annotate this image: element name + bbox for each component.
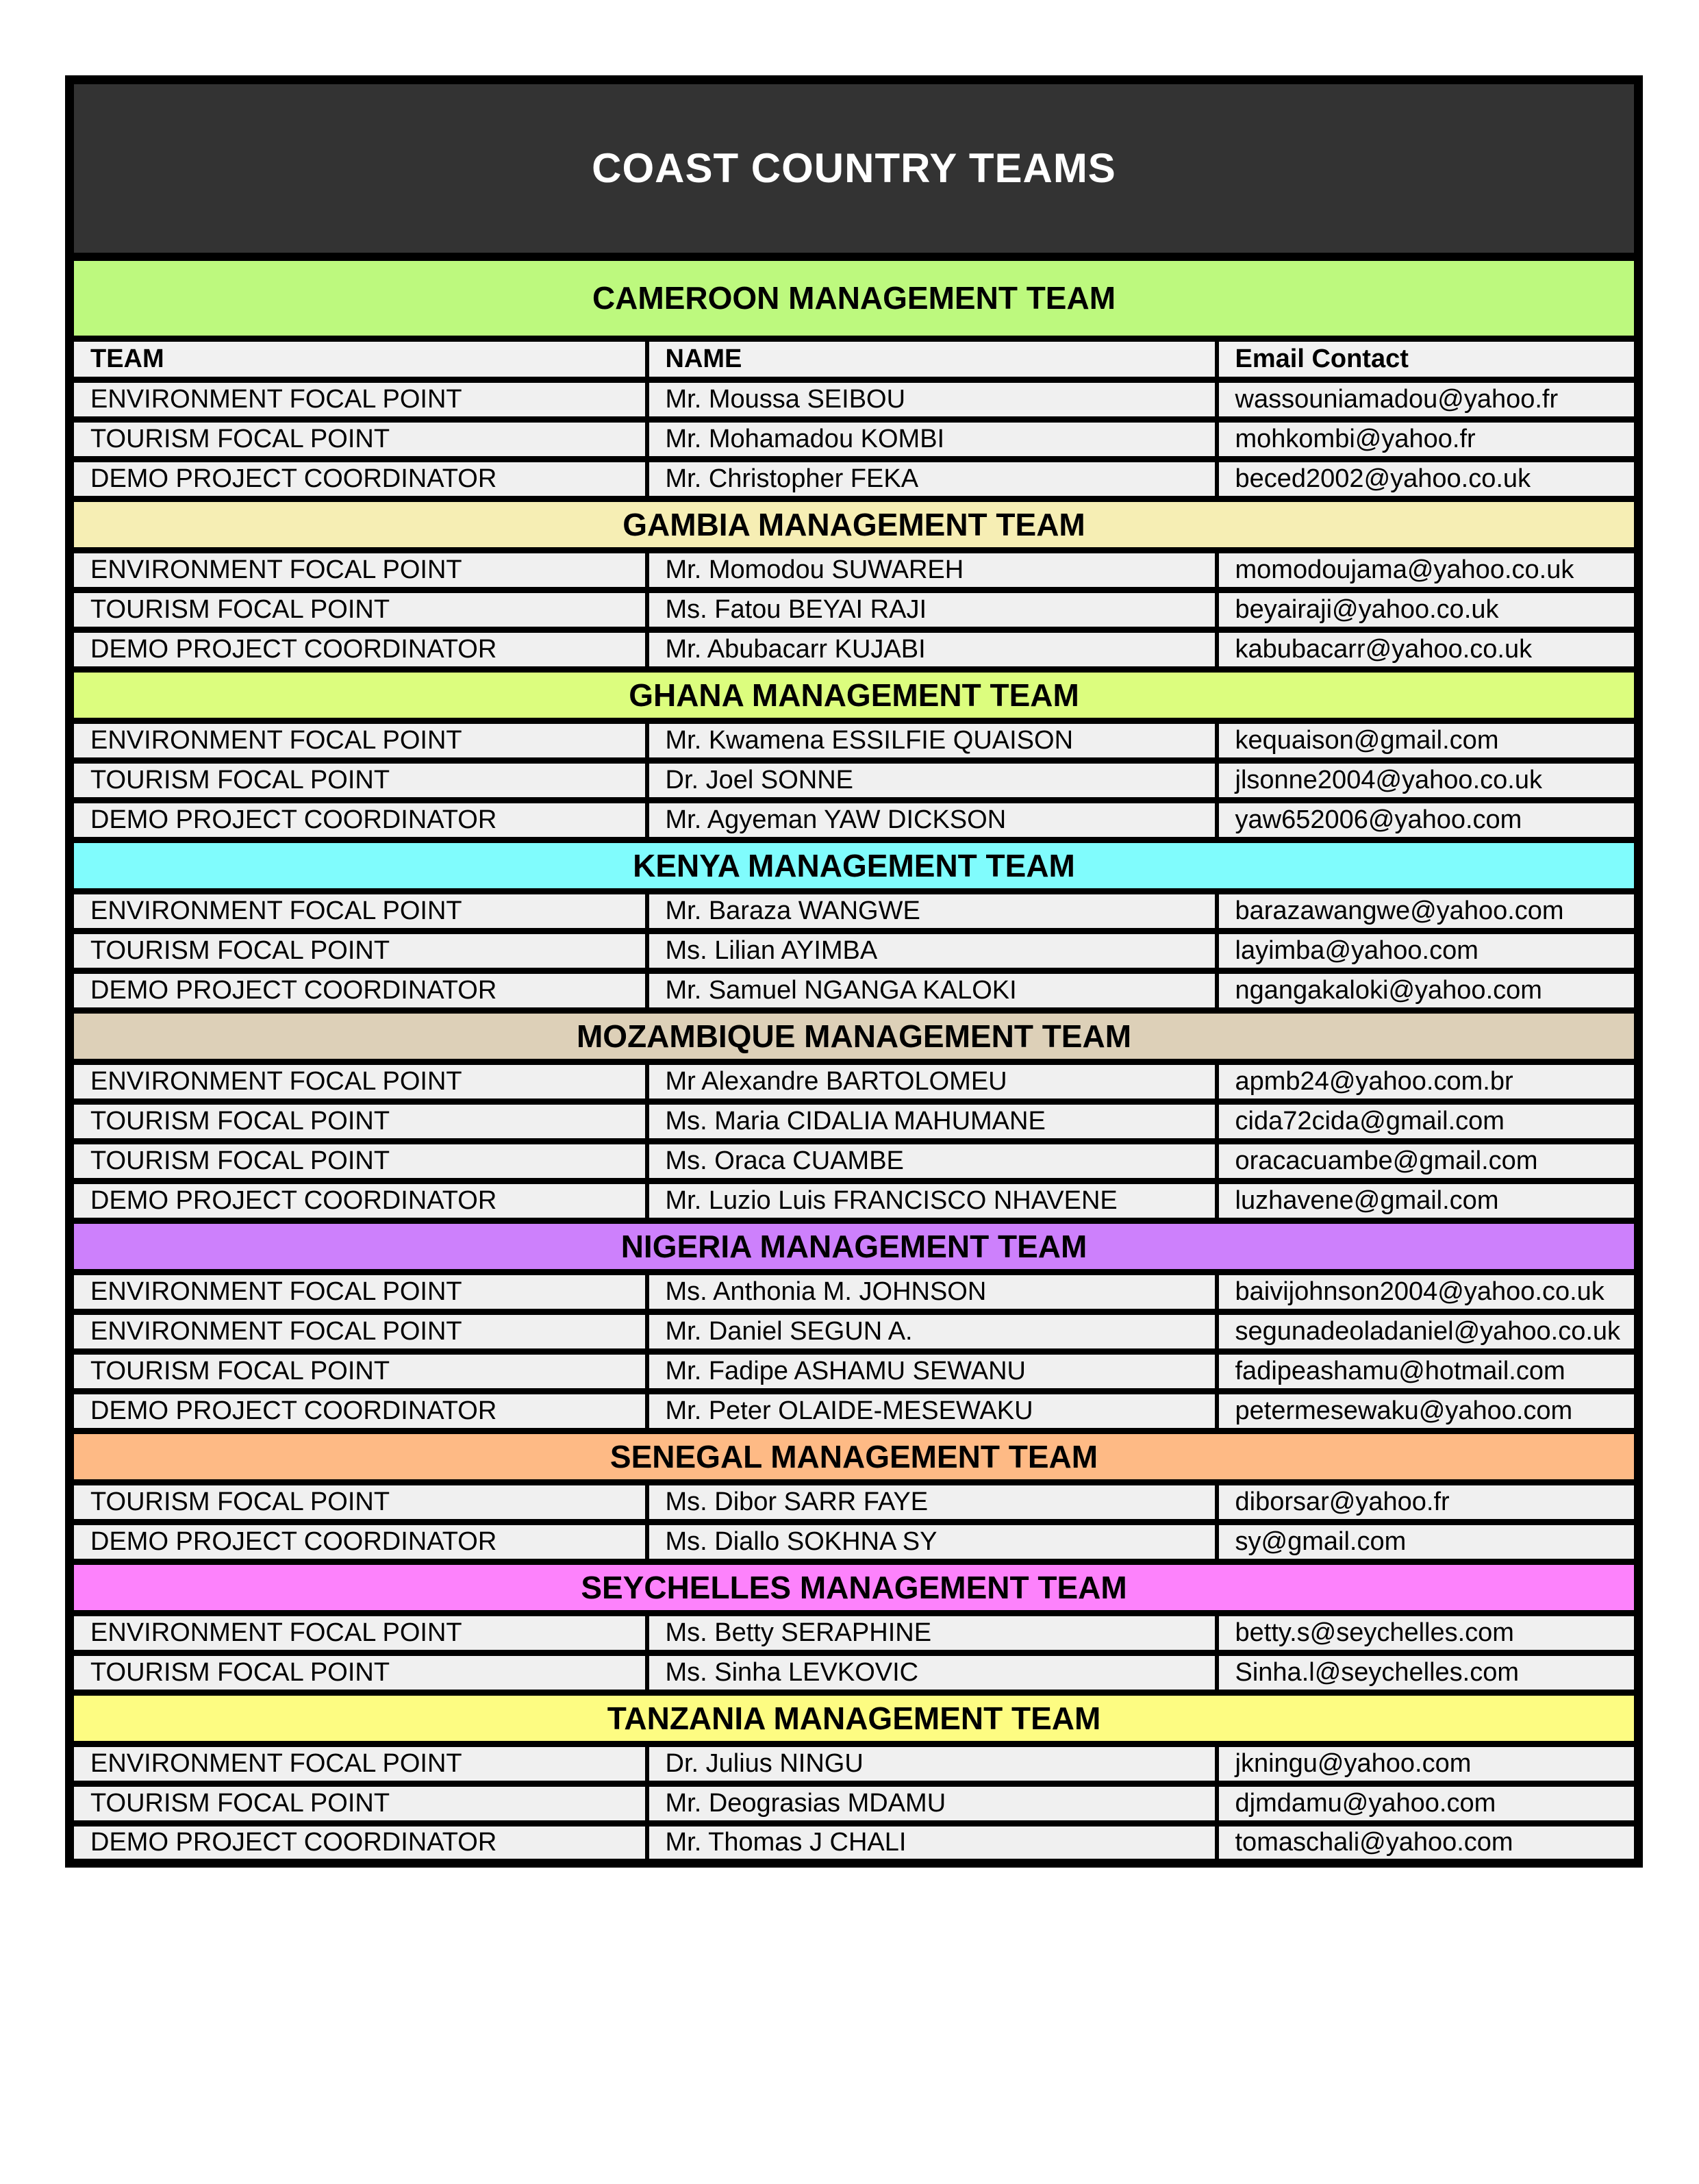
table-row (70, 931, 1639, 971)
name-cell: Ms. Fatou BEYAI RAJI (647, 590, 1217, 630)
table-row (70, 590, 1639, 630)
section-row-nigeria-management-team (70, 1221, 1639, 1272)
table-row (70, 1653, 1639, 1693)
email-cell: segunadeoladaniel@yahoo.co.uk (1217, 1312, 1639, 1352)
email-cell: beyairaji@yahoo.co.uk (1217, 590, 1639, 630)
name-cell: Ms. Lilian AYIMBA (647, 931, 1217, 971)
email-cell: kabubacarr@yahoo.co.uk (1217, 630, 1639, 670)
section-row-tanzania-management-team (70, 1693, 1639, 1744)
coast-country-teams-table (65, 75, 1643, 1868)
email-cell: layimba@yahoo.com (1217, 931, 1639, 971)
email-cell: diborsar@yahoo.fr (1217, 1483, 1639, 1522)
email-cell: kequaison@gmail.com (1217, 721, 1639, 761)
email-cell: yaw652006@yahoo.com (1217, 801, 1639, 840)
name-cell: Mr. Kwamena ESSILFIE QUAISON (647, 721, 1217, 761)
table-row (70, 761, 1639, 801)
team-cell: ENVIRONMENT FOCAL POINT (70, 1312, 647, 1352)
name-cell: Mr. Baraza WANGWE (647, 892, 1217, 931)
email-cell: ngangakaloki@yahoo.com (1217, 971, 1639, 1011)
table-row (70, 630, 1639, 670)
name-cell: Ms. Dibor SARR FAYE (647, 1483, 1217, 1522)
section-header-gambia-management-team: GAMBIA MANAGEMENT TEAM (70, 499, 1639, 551)
section-header-seychelles-management-team: SEYCHELLES MANAGEMENT TEAM (70, 1562, 1639, 1614)
team-cell: TOURISM FOCAL POINT (70, 1483, 647, 1522)
section-header-mozambique-management-team: MOZAMBIQUE MANAGEMENT TEAM (70, 1011, 1639, 1062)
table-row (70, 1522, 1639, 1562)
section-row-gambia-management-team (70, 499, 1639, 551)
table-row (70, 1392, 1639, 1431)
name-cell: Ms. Diallo SOKHNA SY (647, 1522, 1217, 1562)
page-title: COAST COUNTRY TEAMS (70, 80, 1639, 257)
section-row-cameroon-management-team (70, 257, 1639, 339)
team-cell: TOURISM FOCAL POINT (70, 1142, 647, 1181)
team-cell: ENVIRONMENT FOCAL POINT (70, 892, 647, 931)
table-row (70, 1824, 1639, 1863)
name-cell: Ms. Sinha LEVKOVIC (647, 1653, 1217, 1693)
table-row (70, 380, 1639, 420)
table-row (70, 1352, 1639, 1392)
email-cell: jkningu@yahoo.com (1217, 1744, 1639, 1784)
email-cell: momodoujama@yahoo.co.uk (1217, 551, 1639, 590)
table-row (70, 551, 1639, 590)
email-cell: betty.s@seychelles.com (1217, 1614, 1639, 1653)
section-row-seychelles-management-team (70, 1562, 1639, 1614)
table-row (70, 1142, 1639, 1181)
name-cell: Ms. Maria CIDALIA MAHUMANE (647, 1102, 1217, 1142)
table-row (70, 1102, 1639, 1142)
section-header-senegal-management-team: SENEGAL MANAGEMENT TEAM (70, 1431, 1639, 1483)
name-cell: Ms. Betty SERAPHINE (647, 1614, 1217, 1653)
name-cell: Mr. Thomas J CHALI (647, 1824, 1217, 1863)
column-header-email: Email Contact (1217, 339, 1639, 380)
name-cell: Mr. Luzio Luis FRANCISCO NHAVENE (647, 1181, 1217, 1221)
column-header-row (70, 339, 1639, 380)
table-row (70, 1784, 1639, 1824)
email-cell: baivijohnson2004@yahoo.co.uk (1217, 1272, 1639, 1312)
column-header-team: TEAM (70, 339, 647, 380)
table-row (70, 1272, 1639, 1312)
table-row (70, 1744, 1639, 1784)
email-cell: barazawangwe@yahoo.com (1217, 892, 1639, 931)
name-cell: Mr. Momodou SUWAREH (647, 551, 1217, 590)
section-header-cameroon-management-team: CAMEROON MANAGEMENT TEAM (70, 257, 1639, 339)
team-cell: DEMO PROJECT COORDINATOR (70, 1181, 647, 1221)
section-row-ghana-management-team (70, 670, 1639, 721)
name-cell: Mr. Daniel SEGUN A. (647, 1312, 1217, 1352)
name-cell: Mr. Deograsias MDAMU (647, 1784, 1217, 1824)
team-cell: DEMO PROJECT COORDINATOR (70, 971, 647, 1011)
name-cell: Mr. Samuel NGANGA KALOKI (647, 971, 1217, 1011)
section-header-ghana-management-team: GHANA MANAGEMENT TEAM (70, 670, 1639, 721)
email-cell: beced2002@yahoo.co.uk (1217, 460, 1639, 499)
name-cell: Mr. Moussa SEIBOU (647, 380, 1217, 420)
name-cell: Mr. Christopher FEKA (647, 460, 1217, 499)
team-cell: DEMO PROJECT COORDINATOR (70, 460, 647, 499)
table-row (70, 721, 1639, 761)
table-row (70, 1062, 1639, 1102)
team-cell: TOURISM FOCAL POINT (70, 1352, 647, 1392)
team-cell: DEMO PROJECT COORDINATOR (70, 1522, 647, 1562)
team-cell: ENVIRONMENT FOCAL POINT (70, 1062, 647, 1102)
team-cell: DEMO PROJECT COORDINATOR (70, 801, 647, 840)
email-cell: cida72cida@gmail.com (1217, 1102, 1639, 1142)
name-cell: Mr. Abubacarr KUJABI (647, 630, 1217, 670)
section-row-kenya-management-team (70, 840, 1639, 892)
name-cell: Mr. Mohamadou KOMBI (647, 420, 1217, 460)
name-cell: Mr. Peter OLAIDE-MESEWAKU (647, 1392, 1217, 1431)
table-row (70, 1614, 1639, 1653)
team-cell: DEMO PROJECT COORDINATOR (70, 1824, 647, 1863)
title-row (70, 80, 1639, 257)
section-header-nigeria-management-team: NIGERIA MANAGEMENT TEAM (70, 1221, 1639, 1272)
team-cell: TOURISM FOCAL POINT (70, 931, 647, 971)
email-cell: Sinha.l@seychelles.com (1217, 1653, 1639, 1693)
table-row (70, 1483, 1639, 1522)
table-row (70, 460, 1639, 499)
name-cell: Dr. Joel SONNE (647, 761, 1217, 801)
name-cell: Ms. Anthonia M. JOHNSON (647, 1272, 1217, 1312)
team-cell: ENVIRONMENT FOCAL POINT (70, 721, 647, 761)
table-row (70, 1181, 1639, 1221)
section-header-kenya-management-team: KENYA MANAGEMENT TEAM (70, 840, 1639, 892)
team-cell: TOURISM FOCAL POINT (70, 1102, 647, 1142)
name-cell: Mr. Fadipe ASHAMU SEWANU (647, 1352, 1217, 1392)
table-row (70, 971, 1639, 1011)
column-header-name: NAME (647, 339, 1217, 380)
name-cell: Mr. Agyeman YAW DICKSON (647, 801, 1217, 840)
team-cell: TOURISM FOCAL POINT (70, 761, 647, 801)
table-row (70, 892, 1639, 931)
email-cell: sy@gmail.com (1217, 1522, 1639, 1562)
team-cell: ENVIRONMENT FOCAL POINT (70, 551, 647, 590)
name-cell: Dr. Julius NINGU (647, 1744, 1217, 1784)
table-row (70, 1312, 1639, 1352)
team-cell: ENVIRONMENT FOCAL POINT (70, 1614, 647, 1653)
section-header-tanzania-management-team: TANZANIA MANAGEMENT TEAM (70, 1693, 1639, 1744)
email-cell: jlsonne2004@yahoo.co.uk (1217, 761, 1639, 801)
team-cell: ENVIRONMENT FOCAL POINT (70, 380, 647, 420)
email-cell: fadipeashamu@hotmail.com (1217, 1352, 1639, 1392)
email-cell: apmb24@yahoo.com.br (1217, 1062, 1639, 1102)
team-cell: TOURISM FOCAL POINT (70, 1784, 647, 1824)
team-cell: TOURISM FOCAL POINT (70, 590, 647, 630)
team-cell: ENVIRONMENT FOCAL POINT (70, 1272, 647, 1312)
team-cell: TOURISM FOCAL POINT (70, 1653, 647, 1693)
section-row-mozambique-management-team (70, 1011, 1639, 1062)
email-cell: oracacuambe@gmail.com (1217, 1142, 1639, 1181)
team-cell: TOURISM FOCAL POINT (70, 420, 647, 460)
team-cell: DEMO PROJECT COORDINATOR (70, 1392, 647, 1431)
section-row-senegal-management-team (70, 1431, 1639, 1483)
email-cell: mohkombi@yahoo.fr (1217, 420, 1639, 460)
email-cell: djmdamu@yahoo.com (1217, 1784, 1639, 1824)
name-cell: Mr Alexandre BARTOLOMEU (647, 1062, 1217, 1102)
team-cell: DEMO PROJECT COORDINATOR (70, 630, 647, 670)
table-row (70, 420, 1639, 460)
email-cell: wassouniamadou@yahoo.fr (1217, 380, 1639, 420)
table-row (70, 801, 1639, 840)
name-cell: Ms. Oraca CUAMBE (647, 1142, 1217, 1181)
email-cell: petermesewaku@yahoo.com (1217, 1392, 1639, 1431)
email-cell: luzhavene@gmail.com (1217, 1181, 1639, 1221)
email-cell: tomaschali@yahoo.com (1217, 1824, 1639, 1863)
team-cell: ENVIRONMENT FOCAL POINT (70, 1744, 647, 1784)
